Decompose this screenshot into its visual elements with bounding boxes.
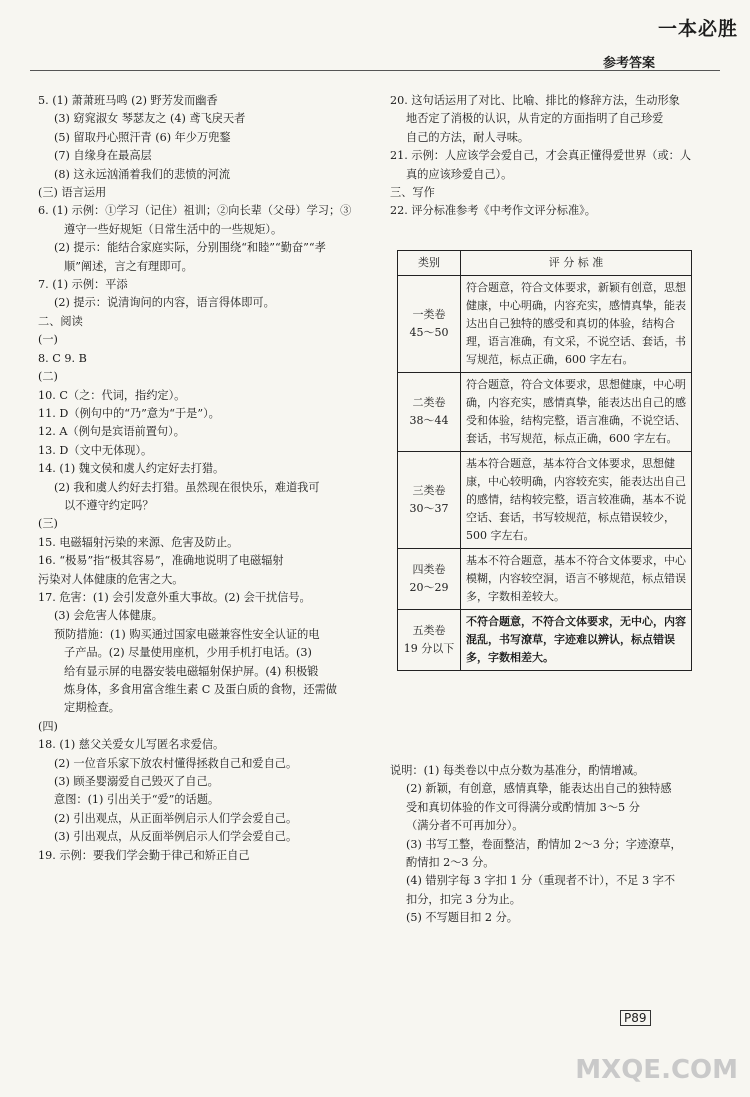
answer-line: 14. (1) 魏文侯和虞人约定好去打猎。: [38, 462, 225, 476]
answer-line: 真的应该珍爱自己）。: [406, 167, 513, 181]
answer-line: (三): [38, 517, 58, 531]
note-line: (2) 新颖，有创意，感情真挚，能表达出自己的独特感: [406, 782, 672, 796]
rubric-standard: 符合题意，符合文体要求，思想健康，中心明确，内容充实，感情真挚，能表达出自己的感受和体验，结构完整，语言准确，不说空话、套话，书写规范，标点正确，600 字左右。: [461, 373, 692, 452]
brand-logo: 一本必胜: [657, 18, 738, 40]
answer-line: (四): [38, 719, 58, 733]
rubric-category-name: 一类卷: [412, 308, 446, 321]
answer-line: (2) 我和虞人约好去打猎。虽然现在很快乐，难道我可: [54, 480, 320, 494]
answer-line: 子产品。(2) 尽量使用座机，少用手机打电话。(3): [64, 646, 312, 660]
rubric-category-name: 二类卷: [412, 396, 446, 409]
note-line: 说明：(1) 每类卷以中点分数为基准分，酌情增减。: [390, 764, 645, 777]
answer-line: (3) 顾圣婴溺爱自己毁灭了自己。: [54, 775, 219, 789]
answer-line: 遵守一些好规矩（日常生活中的一些规矩）。: [64, 222, 283, 236]
page-number: P89: [620, 1010, 651, 1026]
answer-line: 16. “极易”指“极其容易”，准确地说明了电磁辐射: [38, 554, 284, 568]
rubric-header-row: [398, 251, 692, 276]
rubric-row: [398, 610, 692, 671]
answer-line: 顺”阐述，言之有理即可。: [64, 259, 193, 273]
answer-line: 二、阅读: [38, 314, 83, 328]
notes-section: [390, 762, 720, 928]
rubric-standard: 基本不符合题意，基本不符合文体要求，中心模糊，内容较空洞，语言不够规范，标点错误多，字数相差较大。: [461, 549, 692, 610]
note-line: 受和真切体验的作文可得满分或酌情加 3～5 分: [406, 800, 640, 814]
answer-line: 20. 这句话运用了对比、比喻、排比的修辞方法，生动形象: [390, 94, 680, 107]
answer-line: 三、写作: [390, 186, 435, 200]
rubric-row: [398, 276, 692, 373]
right-column: [390, 92, 718, 221]
answer-line: (三) 语言运用: [38, 186, 107, 200]
answer-line: 8. C 9. B: [38, 351, 87, 365]
rubric-row: [398, 549, 692, 610]
note-line: (5) 不写题目扣 2 分。: [406, 911, 518, 925]
rubric-category: [398, 276, 461, 373]
answer-line: 地否定了消极的认识，从肯定的方面指明了自己珍爱: [406, 112, 664, 126]
answer-line: 12. A（例句是宾语前置句）。: [38, 425, 185, 439]
watermark: MXQE.COM: [575, 1055, 738, 1085]
answer-line: 13. D（文中无体现）。: [38, 443, 153, 457]
left-column: [38, 92, 373, 865]
note-line: 扣分，扣完 3 分为止。: [406, 892, 521, 906]
note-line: （满分者不可再加分）。: [406, 819, 524, 833]
answer-line: 自己的方法，耐人寻味。: [406, 130, 530, 144]
answer-line: (二): [38, 370, 58, 384]
rubric-score-range: 30～37: [409, 502, 449, 515]
rubric-score-range: 20～29: [409, 581, 449, 594]
answer-line: 17. 危害：(1) 会引发意外重大事故。(2) 会干扰信号。: [38, 590, 311, 604]
answer-line: (一): [38, 333, 58, 347]
answer-line: (7) 自缘身在最高层: [54, 149, 152, 163]
rubric-category: [398, 452, 461, 549]
note-line: (3) 书写工整，卷面整洁，酌情加 2～3 分；字迹潦草，: [406, 837, 682, 851]
answer-line: 19. 示例：要我们学会勤于律己和矫正自己: [38, 848, 250, 862]
rubric-row: [398, 373, 692, 452]
rubric-category-name: 五类卷: [412, 624, 446, 637]
answer-line: 意图：(1) 引出关于“爱”的话题。: [54, 793, 220, 807]
rubric-category-name: 三类卷: [412, 484, 446, 497]
answer-line: 给有显示屏的电器安装电磁辐射保护屏。(4) 积极锻: [64, 664, 319, 678]
answer-line: (8) 这永远汹涌着我们的悲愤的河流: [54, 167, 231, 181]
answer-line: 污染对人体健康的危害之大。: [38, 572, 184, 586]
answer-line: (2) 提示：说清询问的内容，语言得体即可。: [54, 296, 275, 310]
answer-line: 18. (1) 慈父关爱女儿写匿名求爱信。: [38, 738, 225, 752]
answer-line: (3) 会危害人体健康。: [54, 609, 163, 623]
rubric-score-range: 19 分以下: [403, 642, 455, 655]
note-line: (4) 错别字每 3 字扣 1 分（重现者不计），不足 3 字不: [406, 874, 676, 888]
rubric-standard: 符合题意，符合文体要求，新颖有创意，思想健康，中心明确，内容充实，感情真挚，能表达出自己独特的感受和真切的体验，结构合理，语言准确，有文采，不说空话、套话，书写规范，标点正确，600 字左右。: [461, 276, 692, 373]
rubric-header-standard: 评 分 标 准: [461, 251, 692, 276]
rubric-category: [398, 373, 461, 452]
answer-line: 22. 评分标准参考《中考作文评分标准》。: [390, 204, 596, 218]
rubric-header-category: 类别: [398, 251, 461, 276]
answer-line: 5. (1) 萧萧班马鸣 (2) 野芳发而幽香: [38, 94, 218, 107]
answer-line: (5) 留取丹心照汗青 (6) 年少万兜鍪: [54, 130, 231, 144]
answer-line: (3) 引出观点，从反面举例启示人们学会爱自己。: [54, 830, 298, 844]
answer-line: 6. (1) 示例：①学习（记住）祖训；②向长辈（父母）学习；③: [38, 204, 352, 218]
rubric-category: [398, 610, 461, 671]
answer-line: 预防措施：(1) 购买通过国家电磁兼容性安全认证的电: [54, 627, 320, 641]
rubric-category-name: 四类卷: [412, 563, 446, 576]
answer-line: 7. (1) 示例：平添: [38, 278, 128, 292]
note-line: 酌情扣 2～3 分。: [406, 856, 495, 870]
rubric-table: [397, 250, 692, 671]
answer-line: (2) 提示：能结合家庭实际，分别围绕“和睦”“勤奋”“孝: [54, 241, 326, 255]
answer-line: 以不遵守约定吗？: [64, 498, 154, 512]
rubric-score-range: 38～44: [409, 414, 449, 427]
answer-line: 11. D（例句中的“乃”意为“于是”）。: [38, 406, 220, 420]
answer-line: 定期检查。: [64, 701, 120, 715]
answer-line: (2) 一位音乐家下放农村懂得拯救自己和爱自己。: [54, 756, 298, 770]
answer-line: 21. 示例：人应该学会爱自己，才会真正懂得爱世界（或：人: [390, 149, 692, 163]
header-label: 参考答案: [602, 56, 655, 71]
rubric-category: [398, 549, 461, 610]
rubric-row: [398, 452, 692, 549]
answer-line: 10. C（之：代词，指约定）。: [38, 388, 186, 402]
rubric-standard: 不符合题意，不符合文体要求，无中心，内容混乱，书写潦草，字迹难以辨认，标点错误多，字数相差大。: [461, 610, 692, 671]
answer-line: 15. 电磁辐射污染的来源、危害及防止。: [38, 535, 239, 549]
answer-line: (3) 窈窕淑女 琴瑟友之 (4) 鸢飞戾天者: [54, 112, 246, 126]
answer-line: (2) 引出观点，从正面举例启示人们学会爱自己。: [54, 811, 298, 825]
rubric-score-range: 45～50: [409, 326, 449, 339]
answer-line: 炼身体，多食用富含维生素 C 及蛋白质的食物，还需做: [64, 683, 337, 696]
rubric-standard: 基本符合题意，基本符合文体要求，思想健康，中心较明确，内容较充实，能表达出自己的感情，结构较完整，语言较准确，基本不说空话、套话，书写较规范，标点错误较少，500 字左右。: [461, 452, 692, 549]
